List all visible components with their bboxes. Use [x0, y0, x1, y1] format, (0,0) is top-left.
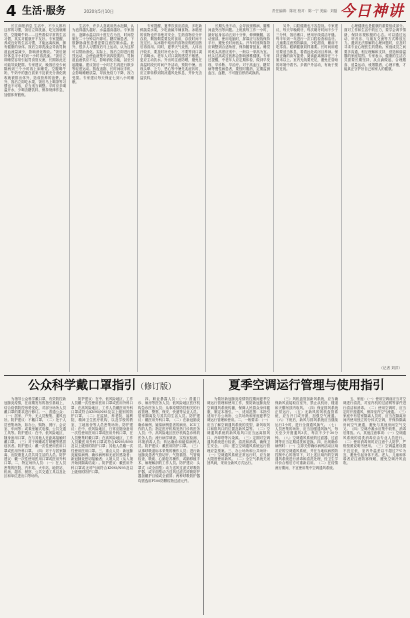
mask-guide-column-3-text: 四、职业暴露人员：（一）普通门诊、病房等医务人员；低风险地区医疗机构急诊医务人员；从事疫情防控相关的行政管理、警察、保安、快递等从业人员。居家隔离及与其共同生活人员。防护建议：戴医用外科口罩。（二）在新冠肺炎确诊病例、疑似病例患者的病房、ICU工作的人员；指定医疗机构发热门诊的医务人员；中、高风险地区医疗机构急诊科的医务人员；流行病学调查、实验室检测、环境消毒人员；转运确诊和疑似病例人员。防护建议：戴医用防护口罩。（三）从事呼吸道标本采集的操作人员；进行新冠肺炎患者气管切开、气管插管、气管镜检查、吸痰、心肺复苏操作，或肺移植手术、病理解剖的工作人员。防护建议：头罩式（或全面型）动力送风过滤式呼吸防护器，或半面型动力送风过滤式呼吸防护器加戴护目镜或全面屏；两种呼吸防护器均需选用P100防颗粒物过滤元件。 [138, 397, 200, 483]
upper-column-1 [4, 24, 66, 372]
column-divider [205, 24, 206, 372]
article-divider [203, 379, 204, 615]
section-title: 生活·服务 [22, 6, 66, 17]
ac-guide-title: 夏季空调运行管理与使用指引 [228, 378, 385, 392]
upper-column-3 [140, 24, 202, 372]
ac-guide-column-3-text: 五、家庭：（一）使用空调前应当对空调进行清洗，对室内机的过滤网等部件进行清洁和消毒。（二）使用空调时，应当定时开窗通风，保持室内空气流通。（三）家庭中有居家隔离人员时，应当在隔离房间内使用独立的分体式空调，并保持隔离房间空气流通，避免与其他房间空气交叉。（四）空调冷凝水应集中收集，消毒后排放。六、其他注意事项：（一）空调通风系统的清洗消毒应由专业人员进行。（二）使用消毒剂时应注意个人防护，严格按照说明书使用。（三）空调温度设置不宜过低，室内外温差以不超过7℃为宜，避免引起身体不适。老人、儿童和体弱者应注意防寒保暖，避免空调冷风直吹。 [343, 397, 406, 466]
upper-column-1-text: 长江商报消息 生活中，不少人都有这样的习惯，饭后立即洗澡、吃完饭就睡觉、空腹喝牛奶……这些看似平常的生活习惯，其实对健康并不友好。专家提醒，养成良好的生活习惯，才能远离疾病，拥有健康的身体。饭后立即洗澡会导致胃肠道血流量减少，影响消化吸收。“饭后最好休息半小时到一小时再洗澡。”饭后立即睡觉容易引起胃食管反流，长期如此还可能导致肥胖。专家建议，晚饭后至少间隔两到三个小时再上床睡觉。空腹喝牛奶，牛奶中的蛋白质来不及被充分消化吸收就被排出体外，造成营养的浪费。此外，饭后立即吃水果、饭后马上喝茶等习惯也不可取，应当适当调整。平时应多喝温开水，少喝含糖饮料，保持规律作息，加强体育锻炼。 [4, 24, 66, 97]
article-end-mark: （记者 刘洋） [379, 366, 402, 370]
column-divider [273, 24, 274, 372]
mask-guide-column-2-text: 防护建议：在中、低风险地区，工作人员戴一次性使用医用口罩或医用外科口罩；在高风险地区，工作人员戴医用外科口罩或符合KN95/N95及以上级别的防护口罩。（二）在监狱、养老院、福利院、精神卫生医疗机构，以及学校的教室、工地宿舍等人员密集场所。防护建议：在中、低风险地区，日常应随身备用一次性使用医用口罩或医用外科口罩，在人员聚集时戴口罩；在高风险地区，工作人员戴医用外科口罩或符合KN95/N95及以上级别的防护口罩；其他人员戴一次性使用医用口罩。三、重点人员：新冠肺炎疑似病例、确诊病例和无症状感染者；新冠肺炎密切接触者；入境人员（从入境开始到隔离结束）。防护建议：戴医用外科口罩或无呼气阀符合KN95/N95及以上级别的防护口罩。 [71, 397, 133, 475]
mask-guide-article [4, 378, 200, 614]
upper-column-5 [276, 24, 338, 372]
upper-column-2-text: 生活中，许多人喜欢用热水泡脚，认为泡得越久越好、水温越高越好。专家指出，泡脚水温以四十度左右为宜，时间控制在二十分钟以内即可。糖尿病患者、下肢静脉曲张患者更要注意控制水温。此外，很多人习惯饭后马上运动，认为这样可以帮助消化。实际上，饭后立即进行剧烈运动，会使血液集中到四肢肌肉，胃肠道血液供应不足，影响消化功能，甚至引起腹痛。建议饭后一小时左右再进行散步等轻度运动。熬夜追剧、长时间玩手机，会影响睡眠质量，导致免疫力下降，视力受损。专家建议每天保证七到八小时睡眠。 [72, 24, 134, 84]
header-rule [4, 21, 406, 22]
mask-guide-column-2 [71, 397, 133, 614]
mask-guide-column-3 [138, 397, 200, 614]
ac-guide-column-1-text: 为做好新冠肺炎疫情防控期间夏季空调运行管理和使用工作，预防新冠肺炎经空调通风系统传播，保障人民群众身体健康，制定本指引。一、适用范围：本指引适用于办公场所、公共场所和家庭夏季空调运行管理和使用。二、一般要求：（一）应当了解空调通风系统的类型、新风取风口和排风口的位置及新风量等。（二）空调通风系统的新风取风口应当远离排风口、冷却塔等污染源。（三）定期对空调通风系统进行检查、清洗和消毒，确保卫生安全。（四）建立空调通风系统运行管理应急预案。三、办公场所和公共场所：（一）空调通风系统正常运行时，应当最大限度使用新风。（二）全空气系统关闭回风阀，采用全新风方式运行。 [207, 397, 270, 466]
ac-guide-article [207, 378, 406, 614]
masthead-logo: 今日神讲 [339, 2, 404, 20]
upper-column-6 [344, 24, 406, 364]
ac-guide-column-2-text: （三）风机盘管加新风系统，应当确保新风直接取自室外，禁止从机房、楼道和天棚吊顶内取风。（四）保证排风系统正常运行。（五）无新风的风机盘管系统，应当开门或开窗，加强空气流通。（六）下班后，新风与排风系统应当继续运行1小时，进行全面通风换气。（七）人员密集的场所，应当加强通风换气，每天至少开窗通风3次，每次不少于30分钟。（八）空调通风系统的过滤器、过滤网等应当定期清洗和更换。四、出现确诊病例时：（一）立即关停确诊病例活动区域对应的空调通风系统，并在当地疾病预防控制中心的指导下，对上述区域内的空调通风系统进行消毒和清洗处理，经卫生学评价合格后方可重新启用。（二）在疫情流行期间，不宜使用集中空调通风系统。 [275, 397, 338, 470]
ac-guide-column-2 [275, 397, 338, 614]
column-divider [69, 24, 70, 372]
mask-guide-title: 公众科学戴口罩指引 [27, 378, 136, 392]
mask-guide-subtitle: （修订版） [136, 382, 176, 391]
mask-guide-column-1-text: 为指导公众科学戴口罩，有效防控新冠肺炎疫情，在前期发布的指引基础上，结合疫情防控形势变化，对部分场所人员戴口罩的要求进行修订。一、普通公众：（一）居家、户外，无人员聚集、通风良好。防护建议：不戴口罩。（二）处于人员密集场所，如办公、购物、餐厅、会议室、车间等；或乘坐厢式电梯、公共交通工具等。防护建议：在中、低风险地区，随身备用口罩，在与其他人近距离接触时戴口罩。（三）对于咳嗽或打喷嚏等感冒症状者。防护建议：戴一次性使用医用口罩或医用外科口罩。（四）对于与居家隔离、出院康复人员共同生活的人员。防护建议：戴一次性使用医用口罩或医用外科口罩。二、特定场所人员：（一）在人员密集的医院、汽车站、火车站、地铁站、机场、超市、餐馆、公共交通工具以及社区和单位进出口等场所。 [4, 397, 66, 479]
column-divider [341, 24, 342, 372]
mask-guide-headline [4, 378, 200, 394]
upper-column-4-text: 长期久坐不动，会导致颈椎病、腰椎间盘突出等问题。上班族每工作一小时，最好起身活动五到十分钟，伸伸懒腰、活动颈部。使用电脑时，屏幕应与视线保持平行，避免长时间低头。开车时座椅靠背应调整到合适角度，保持腰背挺直。睡觉时枕头高度应适中，一般以一拳高为宜。枕头过高或过低都会影响颈椎健康。专家还提醒，中老年人应定期体检，做到早发现、早诊断、早治疗。对于高血压、糖尿病等慢性病患者，要按时服药，定期监测血压、血糖，不可擅自停药或换药。 [208, 24, 270, 76]
ac-guide-column-3 [343, 397, 406, 614]
ac-guide-column-1 [207, 397, 270, 614]
upper-column-4 [208, 24, 270, 372]
upper-column-6-text: 心理健康也是健康的重要组成部分。面对工作和生活中的压力，要学会调节情绪，保持乐观积极的心态。可以通过运动、听音乐、与朋友交流等方式释放压力。遇到无法排解的心理问题时，应及时寻求专业心理医生的帮助。家庭成员之间要多沟通，相互理解和支持，营造和谐温馨的家庭氛围。专家表示，健康的生活方式需要长期坚持，从点滴做起，合理膳食、适量运动、戒烟限酒、心理平衡，才能真正守护好自己和家人的健康。 [344, 24, 406, 71]
issue-date: 2020年5月10日 [84, 9, 114, 14]
upper-column-5-text: 另外，口腔健康也不容忽视。专家建议，每天早晚刷牙，每次刷牙时间不少于三分钟，饭后漱口，使用牙线清洁牙缝。每半年到一年进行一次口腔检查和洁牙。儿童要注意预防龋齿，少吃甜食，睡前不吃零食。眼睛健康同样重要。长时间用眼后要适当休息，看看远处或闭目养神。保持正确的读写姿势，阅读距离保持在三十厘米以上。室内光线要充足，避免在昏暗的环境中看书。多做户外活动，有助于预防近视。 [276, 24, 338, 71]
upper-column-3-text: 专家提醒，夏季饮食应清淡，多吃新鲜蔬菜水果，少吃油腻辛辣食物。冰箱里的食物也并非绝对安全，生熟食物应分开存放，剩饭剩菜要及时食用，存放时间不宜过长。从冰箱中取出的食物应彻底加热后再食用。同时，夏季天气炎热，人体出汗较多，要及时补充水分，不要等到口渴了再喝水。老年人对口渴的感觉不敏感，更应主动饮水。外出时注意防晒，避免在高温时段长时间户外活动，预防中暑。出现头晕、乏力、恶心等中暑先兆症状时，应立即转移到阴凉通风处休息，并补充含盐饮料。 [140, 24, 202, 80]
page-header [4, 3, 406, 21]
column-divider [137, 24, 138, 372]
upper-article [4, 24, 406, 372]
page-number: 4 [6, 2, 17, 20]
upper-column-2 [72, 24, 134, 372]
editor-credits: 责任编辑：陈旺 校对：陈一宁 美编：刘磊 [272, 9, 338, 13]
section-rule [4, 375, 406, 376]
mask-guide-column-1 [4, 397, 66, 614]
